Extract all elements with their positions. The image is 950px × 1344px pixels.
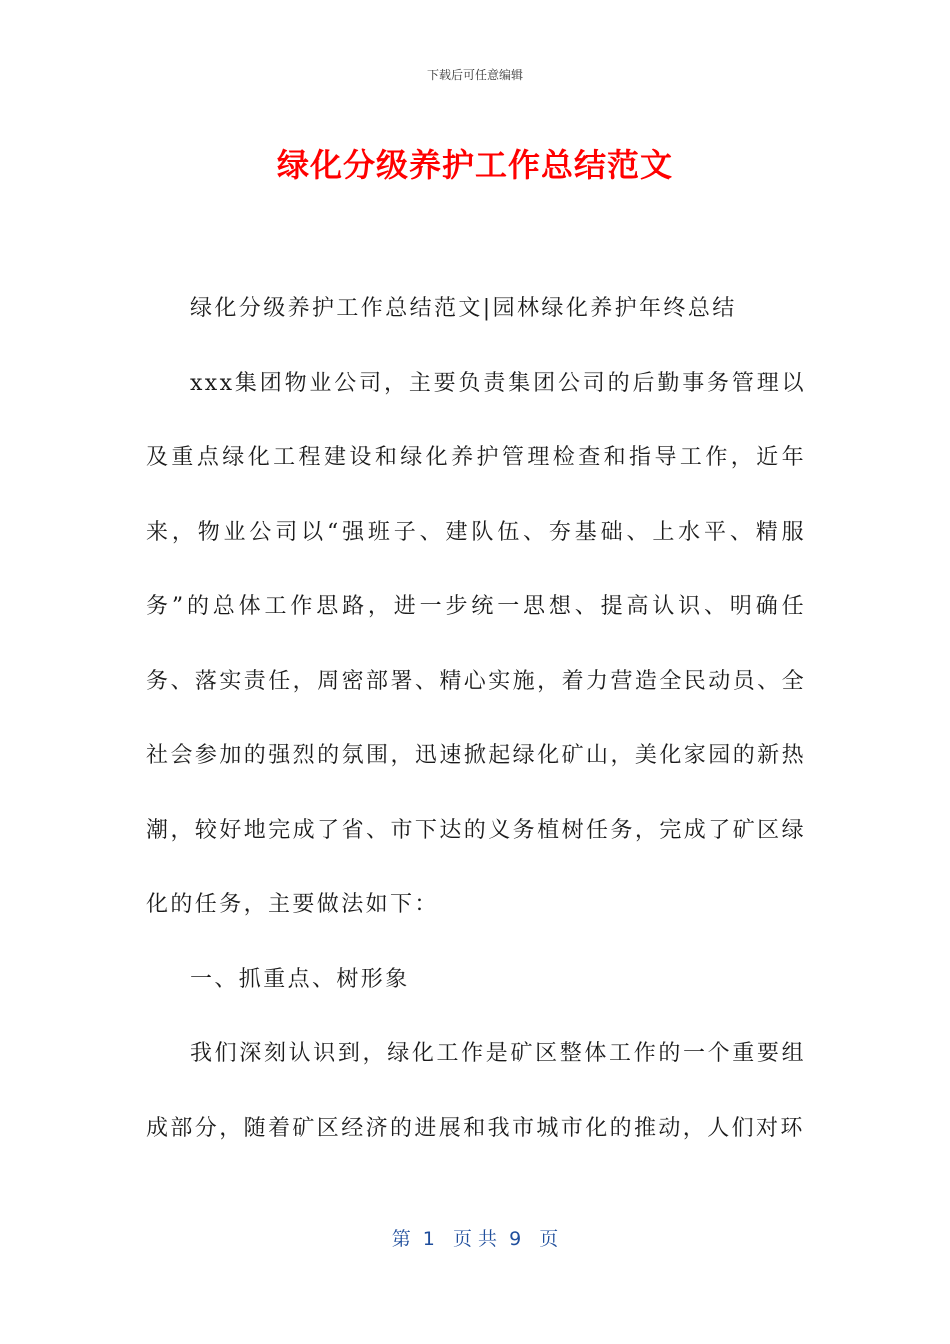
paragraph-subtitle: 绿化分级养护工作总结范文|园林绿化养护年终总结 <box>190 296 737 321</box>
document-body <box>146 272 806 1166</box>
page-footer: 第 1 页 共 9 页 <box>391 1228 559 1250</box>
paragraph-intro: xxx集团物业公司，主要负责集团公司的后勤事务管理以及重点绿化工程建设和绿化养护管理检查和指导工作，近年来，物业公司以“强班子、建队伍、夯基础、上水平、精服务”的总体工作思路，进一步统一思想、提高认识、明确任务、落实责任，周密部署、精心实施，着力营造全民动员、全社会参加的强烈的氛围，迅速掀起绿化矿山，美化家园的新热潮，较好地完成了省、市下达的义务植树任务，完成了矿区绿化的任务，主要做法如下： <box>146 370 806 917</box>
paragraph-section-body: 我们深刻认识到，绿化工作是矿区整体工作的一个重要组成部分，随着矿区经济的进展和我市城市化的推动，人们对环 <box>146 1041 806 1141</box>
header-note: 下载后可任意编辑 <box>426 68 523 82</box>
paragraph-section-heading: 一、抓重点、树形象 <box>190 966 410 992</box>
document-title: 绿化分级养护工作总结范文 <box>276 146 673 184</box>
